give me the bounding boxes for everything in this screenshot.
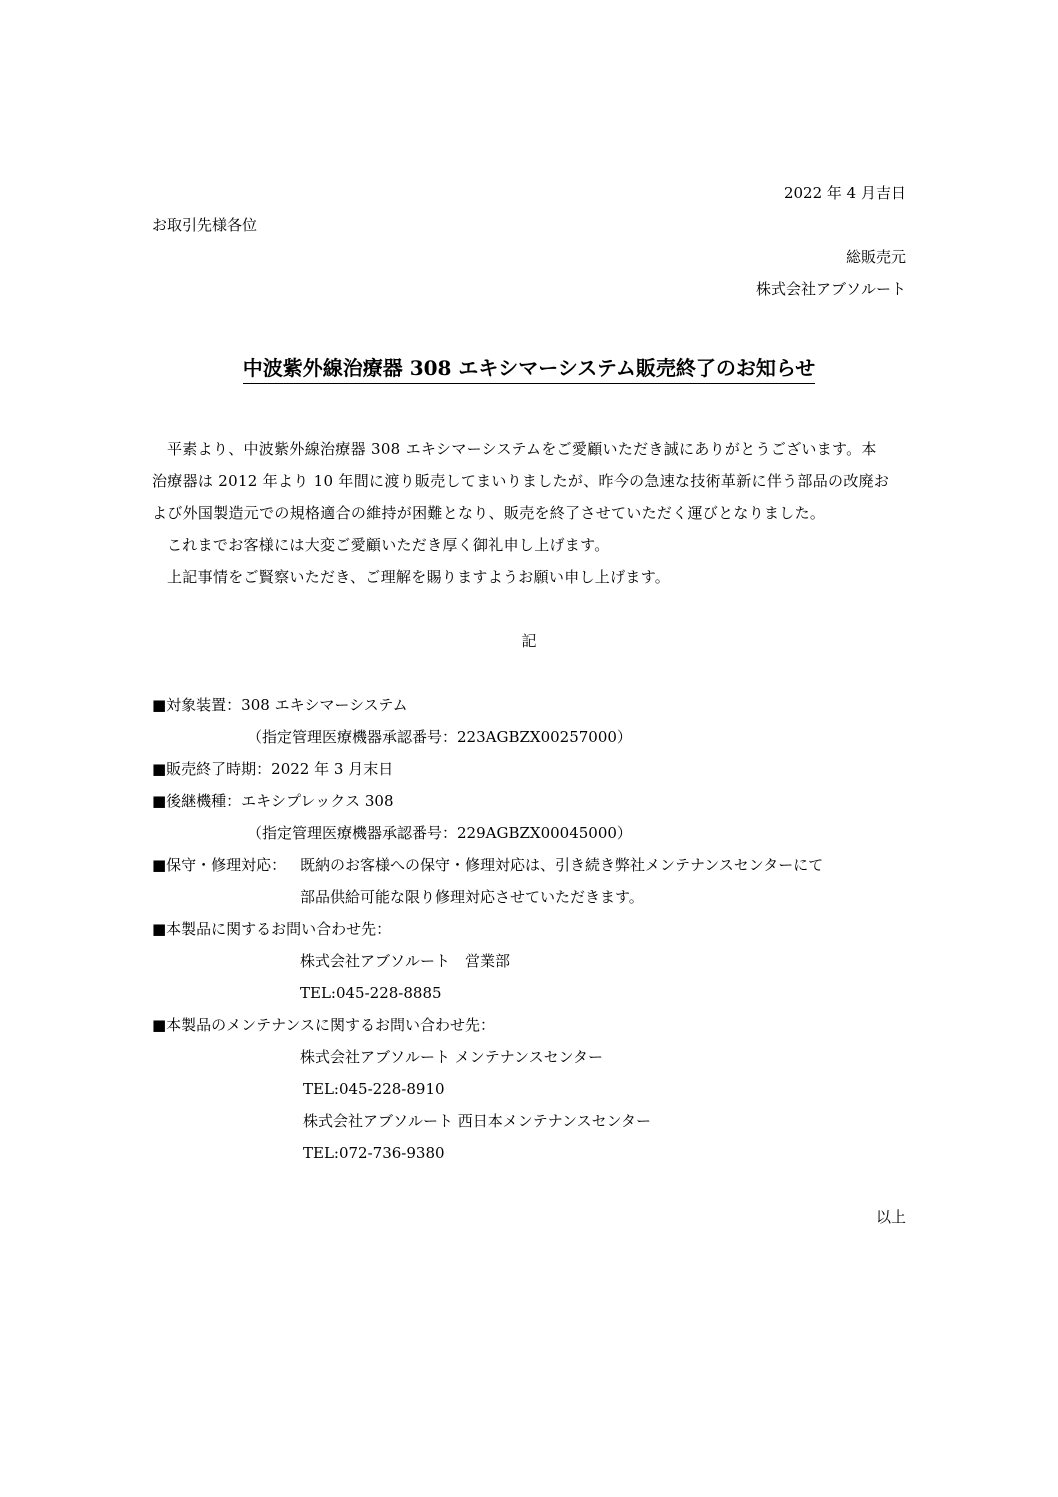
maintenance-center-1: 株式会社アブソルート メンテナンスセンター (300, 1048, 603, 1066)
recipient: お取引先様各位 (152, 216, 258, 234)
maintenance-center-1-tel: TEL:045-228-8910 (303, 1080, 445, 1098)
ki-heading: 記 (521, 632, 537, 650)
body-paragraph-1-line-2: 治療器は 2012 年より 10 年間に渡り販売してまいりましたが、昨今の急速な技術革新に伴う部品の改廃お (152, 472, 890, 490)
target-device: ■対象装置：308 エキシマーシステム (152, 696, 408, 714)
maintenance-inquiry-label: ■本製品のメンテナンスに関するお問い合わせ先： (152, 1016, 495, 1034)
inquiry-tel: TEL:045-228-8885 (300, 984, 442, 1002)
notice-title-text: 中波紫外線治療器 308 エキシマーシステム販売終了のお知らせ (243, 355, 815, 384)
body-paragraph-3: 上記事情をご賢察いただき、ご理解を賜りますようお願い申し上げます。 (167, 568, 671, 586)
letter-date: 2022 年 4 月吉日 (783, 184, 906, 202)
target-approval-number: （指定管理医療機器承認番号：223AGBZX00257000） (247, 728, 632, 746)
maintenance-line-1: 既納のお客様への保守・修理対応は、引き続き弊社メンテナンスセンターにて (300, 856, 824, 874)
closing-remark: 以上 (875, 1208, 906, 1226)
notice-title (0, 355, 1058, 384)
inquiry-company: 株式会社アブソルート 営業部 (300, 952, 511, 970)
maintenance-center-2-tel: TEL:072-736-9380 (303, 1144, 445, 1162)
inquiry-label: ■本製品に関するお問い合わせ先： (152, 920, 392, 938)
successor-model: ■後継機種：エキシプレックス 308 (152, 792, 394, 810)
maintenance-center-2: 株式会社アブソルート 西日本メンテナンスセンター (303, 1112, 651, 1130)
body-paragraph-1-line-1: 平素より、中波紫外線治療器 308 エキシマーシステムをご愛顧いただき誠にありがとうございます。本 (167, 440, 877, 458)
maintenance-label: ■保守・修理対応： (152, 856, 287, 874)
sender-company: 株式会社アブソルート (755, 280, 906, 298)
sender-role: 総販売元 (845, 248, 906, 266)
successor-approval-number: （指定管理医療機器承認番号：229AGBZX00045000） (247, 824, 632, 842)
maintenance-line-2: 部品供給可能な限り修理対応させていただきます。 (300, 888, 644, 906)
end-of-sale: ■販売終了時期：2022 年 3 月末日 (152, 760, 394, 778)
body-paragraph-2: これまでお客様には大変ご愛顧いただき厚く御礼申し上げます。 (167, 536, 610, 554)
body-paragraph-1-line-3: よび外国製造元での規格適合の維持が困難となり、販売を終了させていただく運びとなりました。 (152, 504, 826, 522)
